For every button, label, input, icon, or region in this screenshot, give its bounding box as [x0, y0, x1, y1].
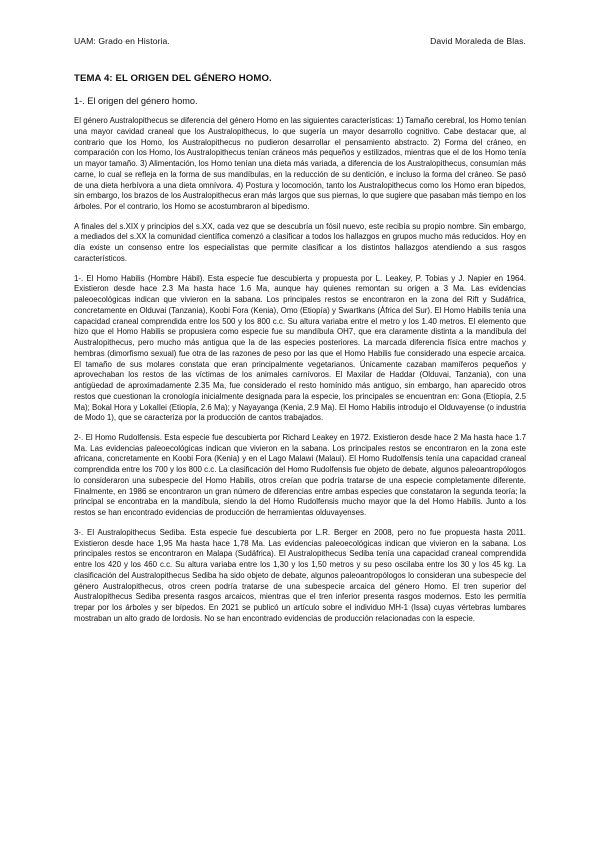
section-heading: 1-. El origen del género homo. [74, 96, 198, 106]
paragraph-classification: A finales del s.XIX y principios del s.XX, cada vez que se descubría un fósil nuevo, este recibía su propio nombre. Sin embargo, a mediados del s.XX la comunidad científica comenzó a clasificar a todos los hallazgos en grupos mucho más reducidos. Hoy en día existe un consenso entre los especialistas que permite clasificar a los distintos hallazgos atendiendo a sus rasgos característicos. [74, 221, 526, 263]
paragraph-homo-habilis: 1-. El Homo Habilis (Hombre Hábil). Esta especie fue descubierta y propuesta por L. Leakey, P. Tobias y J. Napier en 1964. Existieron desde hace 2.3 Ma hasta hace 1.6 Ma, aunque hay quienes remontan su origen a 3 Ma. Las evidencias paleoecológicas indican que vivieron en la sabana. Los principales restos se encontraron en la zona del Rift y Sudáfrica, concretamente en Olduvai (Tanzania), Koobi Fora (Kenia), Omo (Etiopía) y Swartkans (África del Sur). El Homo Habilis tenía una capacidad craneal comprendida entre los 500 y los 800 c.c. Su altura variaba entre el metro y los 1.40 metros. El elemento que hizo que el Homo Habilis se propusiera como especie fue su mandíbula OH7, que era claramente distinta a la mandíbula del Australopithecus, pero mucho más antigua que la de las especies posteriores. La marcada diferencia física entre machos y hembras (dimorfismo sexual) fue otra de las razones de peso por las que el Homo Habilis fue considerado una especie arcaica. El tamaño de sus molares constata que eran principalmente vegetarianos. Únicamente cazaban mamíferos pequeños y aprovechaban los restos de las víctimas de los animales carnívoros. El Maxilar de Haddar (Olduvai, Tanzania), con una antigüedad de aproximadamente 2.35 Ma, fue considerado el resto homínido más antiguo, sin embargo, han aparecido otros restos que cuestionan la cronología inicialmente designada para la especie, los principales se encuentran en: Gona (Etiopía, 2.5 Ma); Bokal Hora y LokaIlei (Etiopía, 2.6 Ma); y Nayayanga (Kenia, 2.9 Ma). El Homo Habilis introdujo el Olduvayense (o industria de Modo 1), que se caracteriza por la producción de cantos trabajados. [74, 273, 526, 423]
header-author: David Moraleda de Blas. [430, 36, 526, 46]
document-body [74, 73, 526, 633]
paragraph-differences: El género Australopithecus se diferencia del género Homo en las siguientes características: 1) Tamaño cerebral, los Homo tenían una mayor cavidad craneal que los Australopithecus, lo que sugería un mayor desarrollo cognitivo. Cabe destacar que, al contrario que los Homo, los Australopithecus no pudieron desarrollar el pensamiento abstracto. 2) Forma del cráneo, en comparación con los Homo, los Australopithecus tenían cráneos más pequeños y estilizados, mientras que el de los Homo tenía un mayor tamaño. 3) Alimentación, los Homo tenían una dieta más variada, a diferencia de los Australopithecus, consumían más carne, lo cual se refleja en la forma de sus mandíbulas, en la reducción de su dentición, e incluso la forma del cráneo. Se pasó de una dieta herbívora a una dieta omnívora. 4) Postura y locomoción, tanto los Australopithecus como los Homo eran bípedos, sin embargo, los brazos de los Australopithecus eran más largos que sus piernas, lo que sugiere que pasaban más tiempo en los árboles. Por el contrario, los Homo se acostumbraron al bipedismo. [74, 116, 526, 211]
document-title: TEMA 4: EL ORIGEN DEL GÉNERO HOMO. [74, 73, 272, 84]
paragraph-homo-rudolfensis: 2-. El Homo Rudolfensis. Esta especie fue descubierta por Richard Leakey en 1972. Existieron desde hace 2 Ma hasta hace 1.7 Ma. Las evidencias paleoecológicas indican que vivieron en la sabana. Los principales restos se encontraron en la zona este africana, concretamente en Koobi Fora (Kenia) y en el Lago Malawi (Malaui). El Homo Rudolfensis tenía una capacidad craneal comprendida entre los 700 y los 800 c.c. La clasificación del Homo Rudolfensis fue objeto de debate, algunos paleoantropólogos lo consideraron una subespecie del Homo Habilis, otros creían que podría tratarse de una especie completamente diferente. Finalmente, en 1986 se encontraron un gran número de diferencias entre ambas especies que constataron la segunda teoría; la principal se encontraba en la mandíbula, siendo la del Homo Rudolfensis mucho mayor que la del Homo Habilis. Junto a los restos se han encontrado evidencias de producción de herramientas olduvayenses. [74, 432, 526, 518]
header-course: UAM: Grado en Historia. [74, 36, 170, 46]
paragraph-australopithecus-sediba: 3-. El Australopithecus Sediba. Esta especie fue descubierta por L.R. Berger en 2008, pero no fue propuesta hasta 2011. Existieron desde hace 1,95 Ma hasta hace 1,78 Ma. Las evidencias paleoecológicas indican que vivieron en la sabana. Los principales restos se encontraron en Malapa (Sudáfrica). El Australopithecus Sediba tenía una capacidad craneal comprendida entre los 420 y los 460 c.c. Su altura variaba entre los 1,30 y los 1,50 metros y su peso oscilaba entre los 30 y los 45 kg. La clasificación del Australopithecus Sediba ha sido objeto de debate, algunos paleoantropólogos lo consideran una subespecie del género Australopithecus, otros creen podría tratarse de una subespecie arcaica del género Homo. El tren superior del Australopithecus Sediba presenta rasgos arcaicos, mientras que el tren inferior presenta rasgos modernos. Esto les permitía trepar por los árboles y ser bípedos. En 2021 se publicó un artículo sobre el individuo MH-1 (Issa) cuyas vértebras lumbares mostraban un alto grado de lordosis. No se han encontrado evidencias de producción relacionadas con la especie. [74, 527, 526, 623]
